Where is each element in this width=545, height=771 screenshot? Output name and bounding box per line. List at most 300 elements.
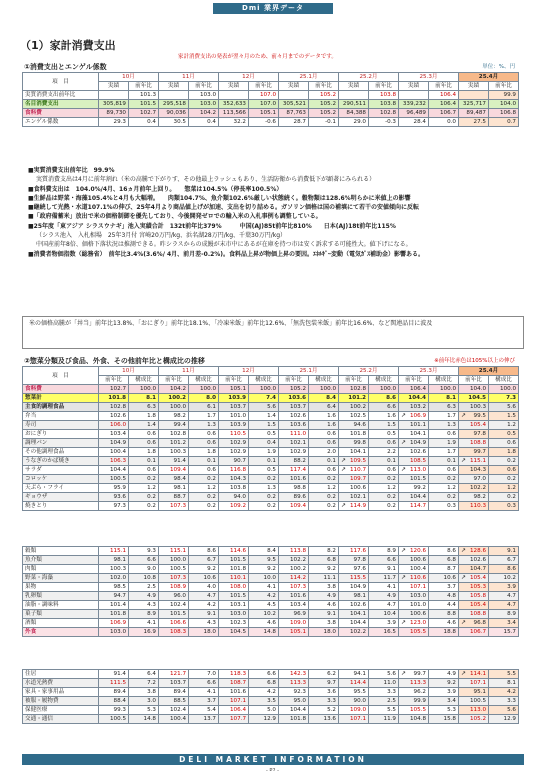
t2-cell: 1.2	[369, 484, 399, 493]
t2-cell: 114.2	[279, 574, 309, 583]
t1-cell: 102.7	[129, 109, 159, 118]
t2-cell: 98.1	[339, 592, 369, 601]
t2-cell: 7.0	[189, 670, 219, 679]
t2-cell: 104.4	[339, 619, 369, 628]
t2-cell: 104.2	[159, 385, 189, 394]
t2-cell: 0.2	[369, 475, 399, 484]
t2-cell: 113.3	[279, 679, 309, 688]
t1-cell: 102.8	[369, 109, 399, 118]
t1-cell: 104.0	[489, 100, 519, 109]
t2-sub-label: 前年比	[159, 376, 189, 385]
t2-cell: 104.9	[339, 583, 369, 592]
t2-cell: 9.1	[189, 610, 219, 619]
t1-cell: 28.7	[279, 118, 309, 127]
t2-cell: 8.6	[489, 565, 519, 574]
t2-cell: 99.2	[399, 484, 429, 493]
t2-cell: 3.3	[369, 688, 399, 697]
t1-cell: 105.1	[249, 109, 279, 118]
t2-cell: ↗ 123.0	[399, 619, 429, 628]
t2-cell: ↗ 99.7	[399, 670, 429, 679]
t2-cell: 8.4	[309, 394, 339, 403]
t2-cell: 102.8	[339, 385, 369, 394]
t2-cell: 102.0	[99, 574, 129, 583]
t2-cell: 4.1	[129, 619, 159, 628]
t2-cell: 1.8	[129, 412, 159, 421]
t2-cell: 102.1	[279, 439, 309, 448]
t2-row-label: 穀類	[23, 547, 99, 556]
t1-cell: -0.1	[309, 118, 339, 127]
t2-cell: 99.9	[399, 697, 429, 706]
spacer-cell	[129, 511, 159, 547]
t2-cell: 107.3	[279, 583, 309, 592]
t2-cell: 108.7	[219, 679, 249, 688]
t1-cell: 325,717	[459, 100, 489, 109]
arrow-icon: ↗	[461, 457, 467, 464]
t2-cell: 4.1	[249, 583, 279, 592]
t2-cell: 11.7	[369, 574, 399, 583]
t2-cell: 101.8	[219, 565, 249, 574]
t2-cell: 90.0	[339, 697, 369, 706]
t2-cell: 4.2	[249, 592, 279, 601]
t2-cell: 101.2	[339, 394, 369, 403]
t2-cell: 95.1	[459, 688, 489, 697]
t2-row-label: おにぎり	[23, 430, 99, 439]
t2-cell: 0.2	[309, 502, 339, 511]
arrow-icon: ↗	[341, 457, 347, 464]
spacer-cell	[189, 511, 219, 547]
t2-cell: 6.6	[369, 556, 399, 565]
t2-cell: 0.2	[369, 502, 399, 511]
t2-cell: 1.2	[429, 484, 459, 493]
t2-cell: 100.6	[399, 556, 429, 565]
t2-cell: 95.5	[339, 688, 369, 697]
t1-item-header: 項 目	[23, 73, 99, 91]
t2-cell: 0.2	[249, 493, 279, 502]
t2-cell: 101.2	[159, 439, 189, 448]
t2-cell: 113.8	[279, 547, 309, 556]
t2-cell: 6.6	[189, 679, 219, 688]
t2-row-label: 果物	[23, 583, 99, 592]
t1-row-label: 名目消費支出	[23, 100, 99, 109]
t2-cell: 97.6	[339, 565, 369, 574]
t2-cell: 107.1	[219, 697, 249, 706]
t1-month: 25.4月	[459, 73, 519, 82]
spacer-cell	[23, 637, 99, 670]
t2-cell: 9.0	[129, 565, 159, 574]
t2-cell: 107.3	[159, 502, 189, 511]
t1-cell: 107.0	[249, 100, 279, 109]
t2-cell: 104.9	[99, 439, 129, 448]
t2-cell: 108.8	[459, 439, 489, 448]
t1-cell: 29.0	[339, 118, 369, 127]
t2-cell: 5.6	[249, 403, 279, 412]
t2-cell: 0.2	[129, 475, 159, 484]
t2-cell: 0.5	[369, 430, 399, 439]
t2-cell: 3.5	[249, 697, 279, 706]
t2-cell: 107.3	[159, 574, 189, 583]
t2-cell: 0.6	[189, 466, 219, 475]
t2-cell: 101.6	[279, 475, 309, 484]
t2-row-label: 乳卵類	[23, 592, 99, 601]
t2-cell: 94.7	[99, 592, 129, 601]
t2-cell: 7.3	[489, 394, 519, 403]
note-line: ■生鮮品は野菜・海藻105.4%と4月も大幅増。 肉類104.7%、魚介類102.6%厳しい状態続く。穀物類は128.6%明らかに米値上の影響	[28, 194, 411, 202]
t2-cell: 6.2	[309, 670, 339, 679]
t2-cell: 4.7	[189, 592, 219, 601]
t1-row	[23, 91, 519, 100]
t2-cell: 89.4	[99, 688, 129, 697]
t1-cell: 352,633	[219, 100, 249, 109]
t2-cell: 9.2	[309, 565, 339, 574]
t1-cell: 106.4	[429, 100, 459, 109]
t2-item-header: 項 目	[23, 367, 99, 385]
t2-cell: 104.0	[459, 385, 489, 394]
t2-cell: 3.4	[429, 697, 459, 706]
spacer-cell	[429, 637, 459, 670]
t2-row	[23, 493, 519, 502]
t2-cell: 104.5	[459, 394, 489, 403]
t2-cell: 0.2	[129, 493, 159, 502]
t2-cell: 98.2	[459, 493, 489, 502]
t1-cell: 106.7	[429, 109, 459, 118]
t2-row	[23, 466, 519, 475]
t2-cell: 3.4	[489, 619, 519, 628]
t2-month-header	[23, 367, 519, 376]
t2-row-label: 弁当	[23, 412, 99, 421]
note-line: ■実質消費支出前年比 99.9%	[28, 167, 115, 174]
t2-row	[23, 430, 519, 439]
t2-cell: 104.1	[339, 448, 369, 457]
t2-row-label: コロッケ	[23, 475, 99, 484]
t2-cell: 4.7	[369, 601, 399, 610]
t2-cell: 4.2	[249, 688, 279, 697]
t1-cell	[459, 91, 489, 100]
t2-cell: 103.1	[219, 601, 249, 610]
t2-cell: 0.5	[489, 430, 519, 439]
t2-cell: 5.3	[129, 706, 159, 715]
t2-cell: 106.7	[459, 628, 489, 637]
t1-cell: 0.4	[129, 118, 159, 127]
t2-row	[23, 412, 519, 421]
arrow-icon: ↗	[461, 670, 467, 677]
t2-sub-label: 前年比	[339, 376, 369, 385]
t2-cell: 9.3	[129, 547, 159, 556]
t2-cell: 117.4	[279, 466, 309, 475]
t2-cell: 16.5	[369, 628, 399, 637]
t2-cell: 5.5	[489, 670, 519, 679]
t2-cell: 5.6	[489, 403, 519, 412]
t2-sub-label: 前年比	[99, 376, 129, 385]
t2-cell: 1.6	[309, 421, 339, 430]
t2-cell: 0.2	[129, 502, 159, 511]
note-line: （シラス池入 入札相場 25年3月付 宮崎20万円/kg、浜名湖28万円/kg、千葉30万円/kg）	[36, 232, 286, 240]
t2-cell: ↗ 114.9	[339, 502, 369, 511]
t2-cell: 102.1	[339, 493, 369, 502]
t2-cell: ↗ 99.5	[459, 412, 489, 421]
t1-cell: 103.0	[189, 100, 219, 109]
t2-row	[23, 628, 519, 637]
t1-sub-label: 実績	[219, 82, 249, 91]
spacer-cell	[219, 637, 249, 670]
t1-cell: -0.3	[369, 118, 399, 127]
t2-cell: 0.2	[369, 493, 399, 502]
t2-cell: 3.8	[309, 619, 339, 628]
t1-sub-label: 実績	[159, 82, 189, 91]
t2-row-label: 魚介類	[23, 556, 99, 565]
t2-cell: 0.1	[129, 457, 159, 466]
t2-cell: 104.1	[399, 430, 429, 439]
t2-cell: 108.0	[219, 583, 249, 592]
t2-cell: 4.2	[489, 688, 519, 697]
t1-cell: 96,489	[399, 109, 429, 118]
t2-cell: 99.8	[339, 439, 369, 448]
t2-cell: 102.2	[459, 484, 489, 493]
t2-cell: 97.8	[339, 556, 369, 565]
t2-cell: 107.1	[399, 583, 429, 592]
t2-cell: 5.4	[189, 706, 219, 715]
t2-cell: 8.0	[189, 394, 219, 403]
t2-cell: 4.9	[369, 592, 399, 601]
t2-cell: 8.9	[489, 610, 519, 619]
t2-cell: 109.0	[339, 706, 369, 715]
t2-cell: 4.0	[189, 583, 219, 592]
t1-sub-label: 前年比	[309, 82, 339, 91]
t1-cell: 99.9	[489, 91, 519, 100]
t2-cell: 8.6	[189, 547, 219, 556]
t2-cell: 3.8	[129, 688, 159, 697]
t2-cell: 105.4	[459, 601, 489, 610]
t2-cell: 13.6	[309, 715, 339, 724]
t2-cell: 88.2	[279, 457, 309, 466]
t2-row	[23, 484, 519, 493]
t2-cell: 0.2	[429, 493, 459, 502]
t2-cell: 96.2	[399, 688, 429, 697]
t2-sub-label: 前年比	[399, 376, 429, 385]
t2-cell: 101.5	[219, 556, 249, 565]
t1-sub-label: 実績	[459, 82, 489, 91]
t2-cell: 100.0	[159, 556, 189, 565]
t1-month: 12月	[219, 73, 279, 82]
t2-cell: 103.0	[399, 592, 429, 601]
t2-cell: 4.9	[129, 592, 159, 601]
t2-cell: 113.0	[459, 706, 489, 715]
spacer-cell	[279, 511, 309, 547]
t2-cell: 4.7	[489, 601, 519, 610]
t2-cell: 0.6	[429, 466, 459, 475]
t2-cell: 6.3	[429, 403, 459, 412]
t1-cell: 90,036	[159, 109, 189, 118]
t2-row-label: 住居	[23, 670, 99, 679]
t1-sub-label: 前年比	[489, 82, 519, 91]
t2-cell: 0.6	[309, 466, 339, 475]
t2-cell: 0.2	[189, 493, 219, 502]
t2-cell: ↗ 114.1	[459, 670, 489, 679]
t2-cell: 104.4	[99, 466, 129, 475]
t2-cell: 106.3	[99, 457, 129, 466]
t1-cell: 305,819	[99, 100, 129, 109]
t2-cell: 100.0	[189, 385, 219, 394]
t2-cell: 3.6	[309, 688, 339, 697]
spacer-cell	[339, 511, 369, 547]
arrow-icon: ↗	[341, 466, 347, 473]
t2-cell: 98.2	[159, 412, 189, 421]
t1-cell: 0.0	[429, 118, 459, 127]
t2-cell: 6.8	[249, 679, 279, 688]
spacer-cell	[129, 637, 159, 670]
t1-sub-label: 実績	[399, 82, 429, 91]
t1-sub-label: 実績	[279, 82, 309, 91]
spacer-cell	[429, 511, 459, 547]
table1-label: ①消費支出とエンゲル係数	[24, 63, 107, 71]
t2-cell: 9.1	[369, 565, 399, 574]
t2-cell: 103.6	[279, 421, 309, 430]
t2-cell: 0.6	[309, 439, 339, 448]
t2-cell: 88.5	[159, 697, 189, 706]
t2-cell: 4.1	[189, 688, 219, 697]
t2-cell: 2.2	[369, 448, 399, 457]
t2-cell: 13.7	[189, 715, 219, 724]
t2-row	[23, 394, 519, 403]
t2-cell: 109.4	[159, 466, 189, 475]
t1-month: 11月	[159, 73, 219, 82]
t1-cell	[159, 91, 189, 100]
t2-cell: 4.3	[129, 601, 159, 610]
t1-sub-label: 前年比	[369, 82, 399, 91]
t2-cell: 0.6	[189, 439, 219, 448]
t2-sub-label: 前年比	[219, 376, 249, 385]
spacer-cell	[309, 511, 339, 547]
t2-cell: 100.0	[369, 385, 399, 394]
t2-cell: 4.1	[369, 583, 399, 592]
t2-cell: 1.2	[129, 484, 159, 493]
t2-cell: 110.3	[459, 502, 489, 511]
t2-cell: 100.3	[99, 565, 129, 574]
spacer-cell	[249, 637, 279, 670]
t2-cell: 103.7	[159, 679, 189, 688]
t2-row-label: 外食	[23, 628, 99, 637]
t1-sub-label: 実績	[99, 82, 129, 91]
t2-cell: 0.2	[189, 475, 219, 484]
t2-cell: 107.1	[459, 679, 489, 688]
t2-cell: 9.2	[249, 565, 279, 574]
t1-row-label: 食料費	[23, 109, 99, 118]
t2-cell: 100.2	[159, 394, 189, 403]
t1-cell: 106.4	[429, 91, 459, 100]
t2-row-label: 酒類	[23, 619, 99, 628]
t2-cell: 6.1	[189, 403, 219, 412]
t2-cell: 94.0	[219, 493, 249, 502]
t2-cell: 105.2	[459, 715, 489, 724]
category-table	[22, 366, 519, 724]
unit-label: 単位：%、円	[482, 64, 515, 70]
t2-cell: 1.2	[309, 484, 339, 493]
t2-cell: 106.6	[159, 619, 189, 628]
t2-sub-label: 構成比	[189, 376, 219, 385]
t2-cell: 91.4	[99, 670, 129, 679]
spacer-cell	[159, 511, 189, 547]
t2-month: 25.2月	[339, 367, 399, 376]
t2-row	[23, 670, 519, 679]
t2-cell: 10.6	[429, 574, 459, 583]
t1-cell: 101.5	[129, 100, 159, 109]
t2-cell: 0.6	[429, 430, 459, 439]
t2-cell: 100.4	[399, 565, 429, 574]
t2-cell: 121.7	[159, 670, 189, 679]
t2-cell: 0.4	[249, 439, 279, 448]
t2-row	[23, 448, 519, 457]
t1-cell: 0.4	[189, 118, 219, 127]
t1-cell: -0.6	[249, 118, 279, 127]
spacer-cell	[399, 637, 429, 670]
t2-cell: 3.0	[129, 697, 159, 706]
t2-cell: 6.8	[429, 556, 459, 565]
t2-cell: 1.7	[429, 448, 459, 457]
t1-cell: 295,518	[159, 100, 189, 109]
t2-cell: 100.0	[129, 385, 159, 394]
t2-cell: 4.9	[309, 592, 339, 601]
t2-cell: 1.9	[429, 439, 459, 448]
t2-cell: 0.1	[249, 457, 279, 466]
t2-cell: 0.6	[489, 466, 519, 475]
t2-cell: 0.6	[129, 430, 159, 439]
t2-cell: 0.6	[369, 439, 399, 448]
t2-cell: 103.7	[219, 403, 249, 412]
t2-cell: 15.7	[489, 628, 519, 637]
t2-cell: 102.6	[339, 601, 369, 610]
t2-row	[23, 679, 519, 688]
t2-cell: 6.4	[309, 403, 339, 412]
t1-cell: 106.8	[489, 109, 519, 118]
t2-cell: 9.2	[429, 679, 459, 688]
t2-cell: 100.5	[99, 475, 129, 484]
t2-cell: ↗ 109.5	[339, 457, 369, 466]
price-note-box	[22, 316, 524, 349]
t2-cell: 89.6	[279, 493, 309, 502]
t2-cell: 11.0	[369, 679, 399, 688]
t2-cell: 103.4	[279, 601, 309, 610]
t2-cell: 3.3	[309, 697, 339, 706]
spacer-cell	[339, 637, 369, 670]
header-label: Dmi 業界データ	[213, 3, 333, 14]
t2-cell: 101.8	[99, 610, 129, 619]
t2-cell: 3.9	[369, 619, 399, 628]
t2-cell: 6.6	[129, 556, 159, 565]
t2-cell: 0.3	[429, 502, 459, 511]
t2-cell: 102.6	[99, 412, 129, 421]
t2-cell: 0.6	[309, 430, 339, 439]
t2-cell: 101.0	[399, 601, 429, 610]
t2-cell: 5.5	[369, 706, 399, 715]
t2-cell: 9.1	[309, 610, 339, 619]
page-title: （1）家計消費支出	[20, 39, 116, 52]
t2-cell: 99.3	[99, 706, 129, 715]
t2-cell: 115.1	[99, 547, 129, 556]
t2-row	[23, 592, 519, 601]
t1-month: 25.3月	[399, 73, 459, 82]
t1-month-header	[23, 73, 519, 82]
t2-cell: 0.2	[489, 475, 519, 484]
t2-cell: 103.2	[399, 403, 429, 412]
t2-cell: 3.3	[489, 697, 519, 706]
arrow-icon: ↗	[461, 547, 467, 554]
t2-cell: 109.2	[219, 502, 249, 511]
t2-cell: 0.5	[249, 466, 279, 475]
t2-sub-label: 前年比	[279, 376, 309, 385]
t2-cell: 96.0	[159, 592, 189, 601]
t2-cell: 3.9	[429, 688, 459, 697]
arrow-icon: ↗	[401, 670, 407, 677]
t2-cell: 6.7	[189, 556, 219, 565]
